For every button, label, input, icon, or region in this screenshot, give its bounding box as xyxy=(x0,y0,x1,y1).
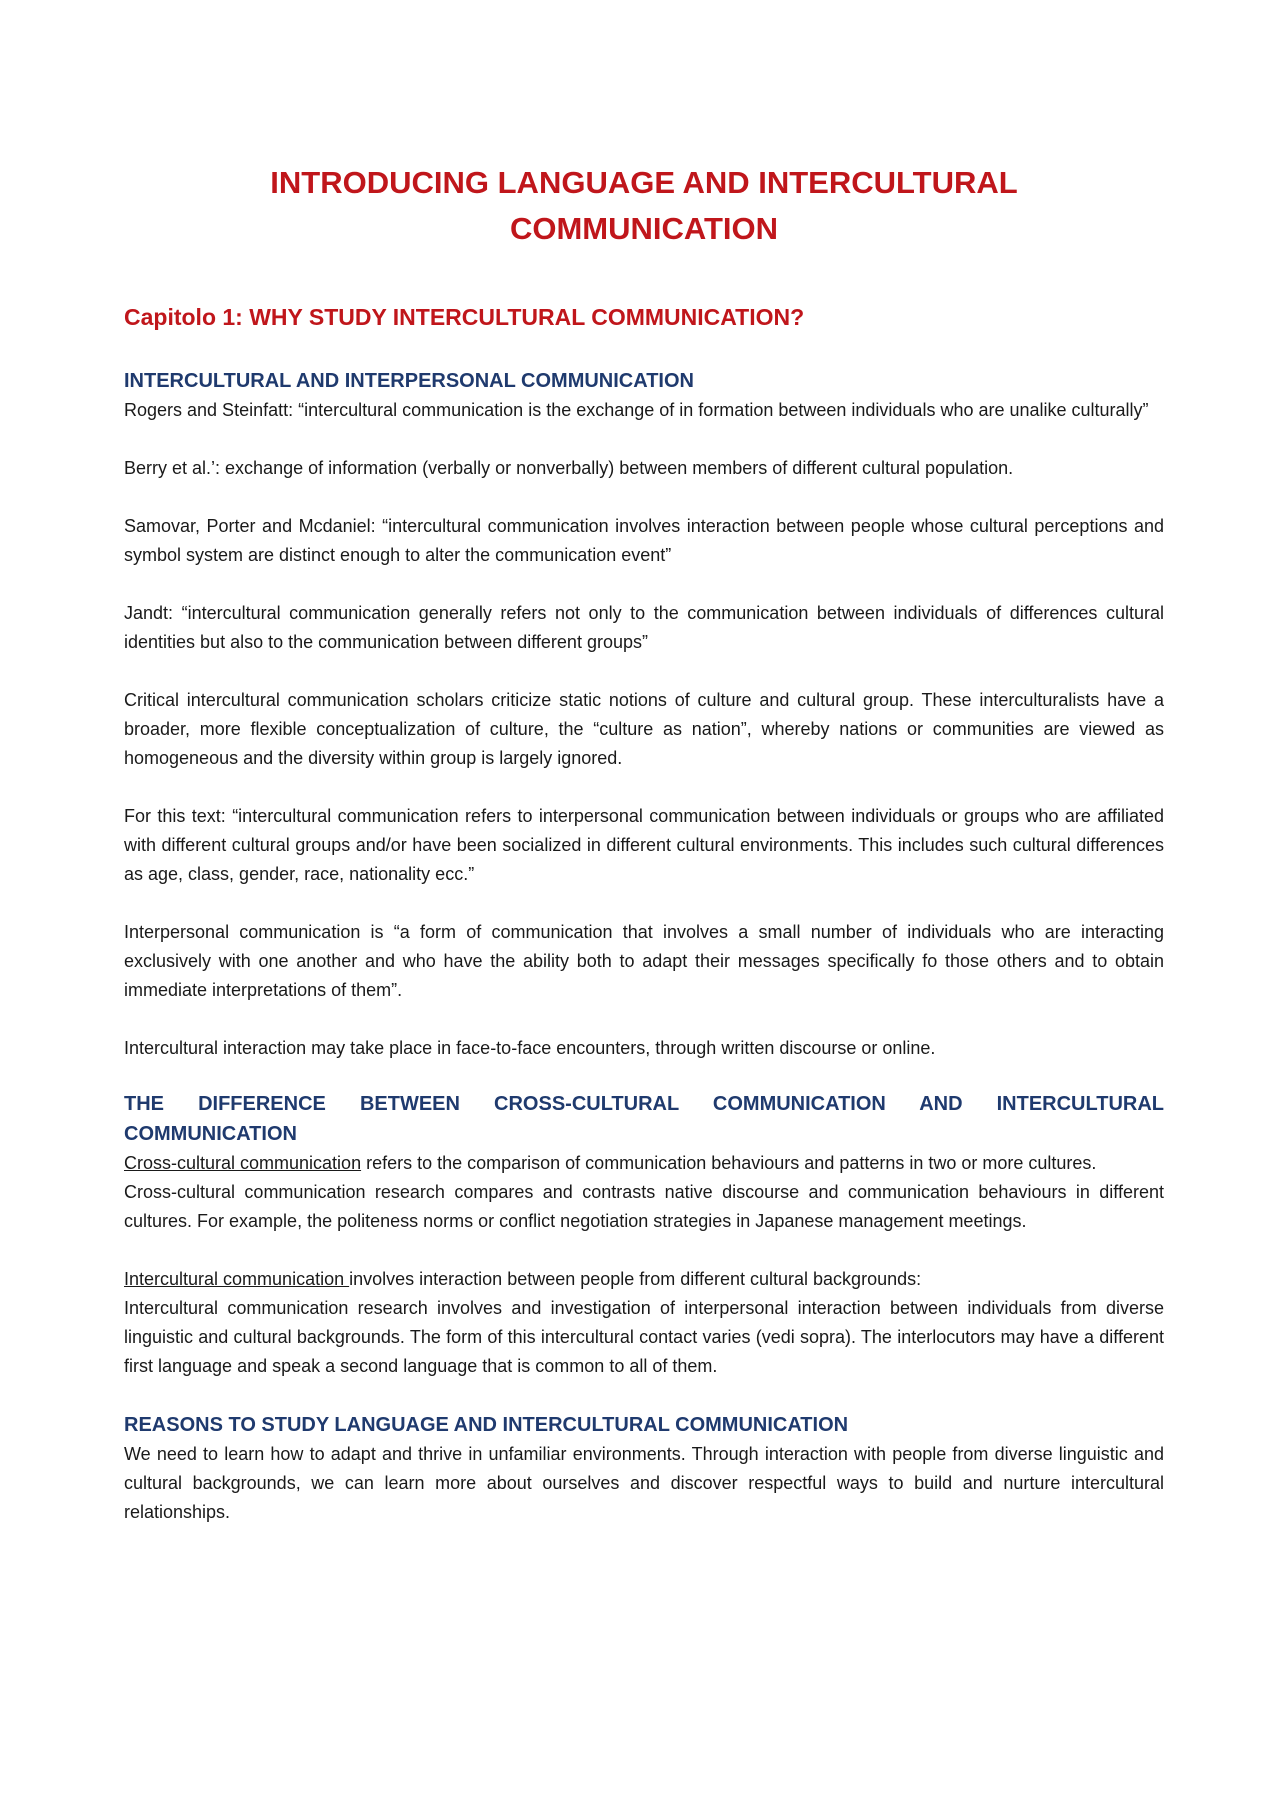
paragraph-cross-cultural-definition xyxy=(124,1149,1164,1178)
chapter-title: Capitolo 1: WHY STUDY INTERCULTURAL COMMUNICATION? xyxy=(124,304,805,330)
paragraph-for-this-text: For this text: “intercultural communication refers to interpersonal communication between individuals or groups who are affiliated with different cultural groups and/or have been socialized in different cultural environments. This includes such cultural differences as age, class, gender, race, nationality ecc.” xyxy=(124,806,1164,884)
paragraph-cross-cultural-research: Cross-cultural communication research compares and contrasts native discourse and communication behaviours in different cultures. For example, the politeness norms or conflict negotiation strategies in Japanese management meetings. xyxy=(124,1182,1164,1231)
paragraph-intercultural-research: Intercultural communication research involves and investigation of interpersonal interaction between individuals from diverse linguistic and cultural backgrounds. The form of this intercultural contact varies (vedi sopra). The interlocutors may have a different first language and speak a second language that is common to all of them. xyxy=(124,1298,1164,1376)
term-intercultural: Intercultural communication xyxy=(124,1269,350,1289)
paragraph-intercultural-definition xyxy=(124,1265,1164,1294)
paragraph-jandt: Jandt: “intercultural communication generally refers not only to the communication between individuals of differences cultural identities but also to the communication between different groups” xyxy=(124,603,1164,652)
term-cross-cultural: Cross-cultural communication xyxy=(124,1153,362,1173)
paragraph-reasons: We need to learn how to adapt and thrive in unfamiliar environments. Through interaction with people from diverse linguistic and cultural backgrounds, we can learn more about ourselves and discover respectful ways to build and nurture intercultural relationships. xyxy=(124,1444,1164,1522)
paragraph-interaction-channels: Intercultural interaction may take place in face-to-face encounters, through written discourse or online. xyxy=(124,1038,936,1058)
section-heading-reasons: REASONS TO STUDY LANGUAGE AND INTERCULTURAL COMMUNICATION xyxy=(124,1414,849,1436)
cross-cultural-definition-text: refers to the comparison of communication behaviours and patterns in two or more cultures. xyxy=(361,1153,1097,1173)
section-heading-cross-vs-intercultural: THE DIFFERENCE BETWEEN CROSS-CULTURAL COMMUNICATION AND INTERCULTURAL COMMUNICATION xyxy=(124,1093,1164,1145)
document-title-line1: INTRODUCING LANGUAGE AND INTERCULTURAL xyxy=(270,165,1018,200)
paragraph-interpersonal-definition: Interpersonal communication is “a form of communication that involves a small number of individuals who are interacting exclusively with one another and who have the ability both to adapt their messages specifically fo those others and to obtain immediate interpretations of them”. xyxy=(124,922,1164,1000)
document-title xyxy=(124,160,1164,252)
paragraph-rogers-steinfatt: Rogers and Steinfatt: “intercultural communication is the exchange of in formation between individuals who are unalike culturally” xyxy=(124,400,1149,420)
paragraph-samovar: Samovar, Porter and Mcdaniel: “intercultural communication involves interaction between people whose cultural perceptions and symbol system are distinct enough to alter the communication event” xyxy=(124,516,1164,565)
document-page xyxy=(124,160,1164,1527)
paragraph-critical-scholars: Critical intercultural communication scholars criticize static notions of culture and cultural group. These interculturalists have a broader, more flexible conceptualization of culture, the “culture as nation”, whereby nations or communities are viewed as homogeneous and the diversity within group is largely ignored. xyxy=(124,690,1164,768)
intercultural-definition-text: involves interaction between people from different cultural backgrounds: xyxy=(349,1269,922,1289)
paragraph-berry: Berry et al.’: exchange of information (verbally or nonverbally) between members of different cultural population. xyxy=(124,458,1014,478)
section-heading-intercultural-interpersonal: INTERCULTURAL AND INTERPERSONAL COMMUNICATION xyxy=(124,370,694,392)
document-title-line2: COMMUNICATION xyxy=(509,211,779,246)
